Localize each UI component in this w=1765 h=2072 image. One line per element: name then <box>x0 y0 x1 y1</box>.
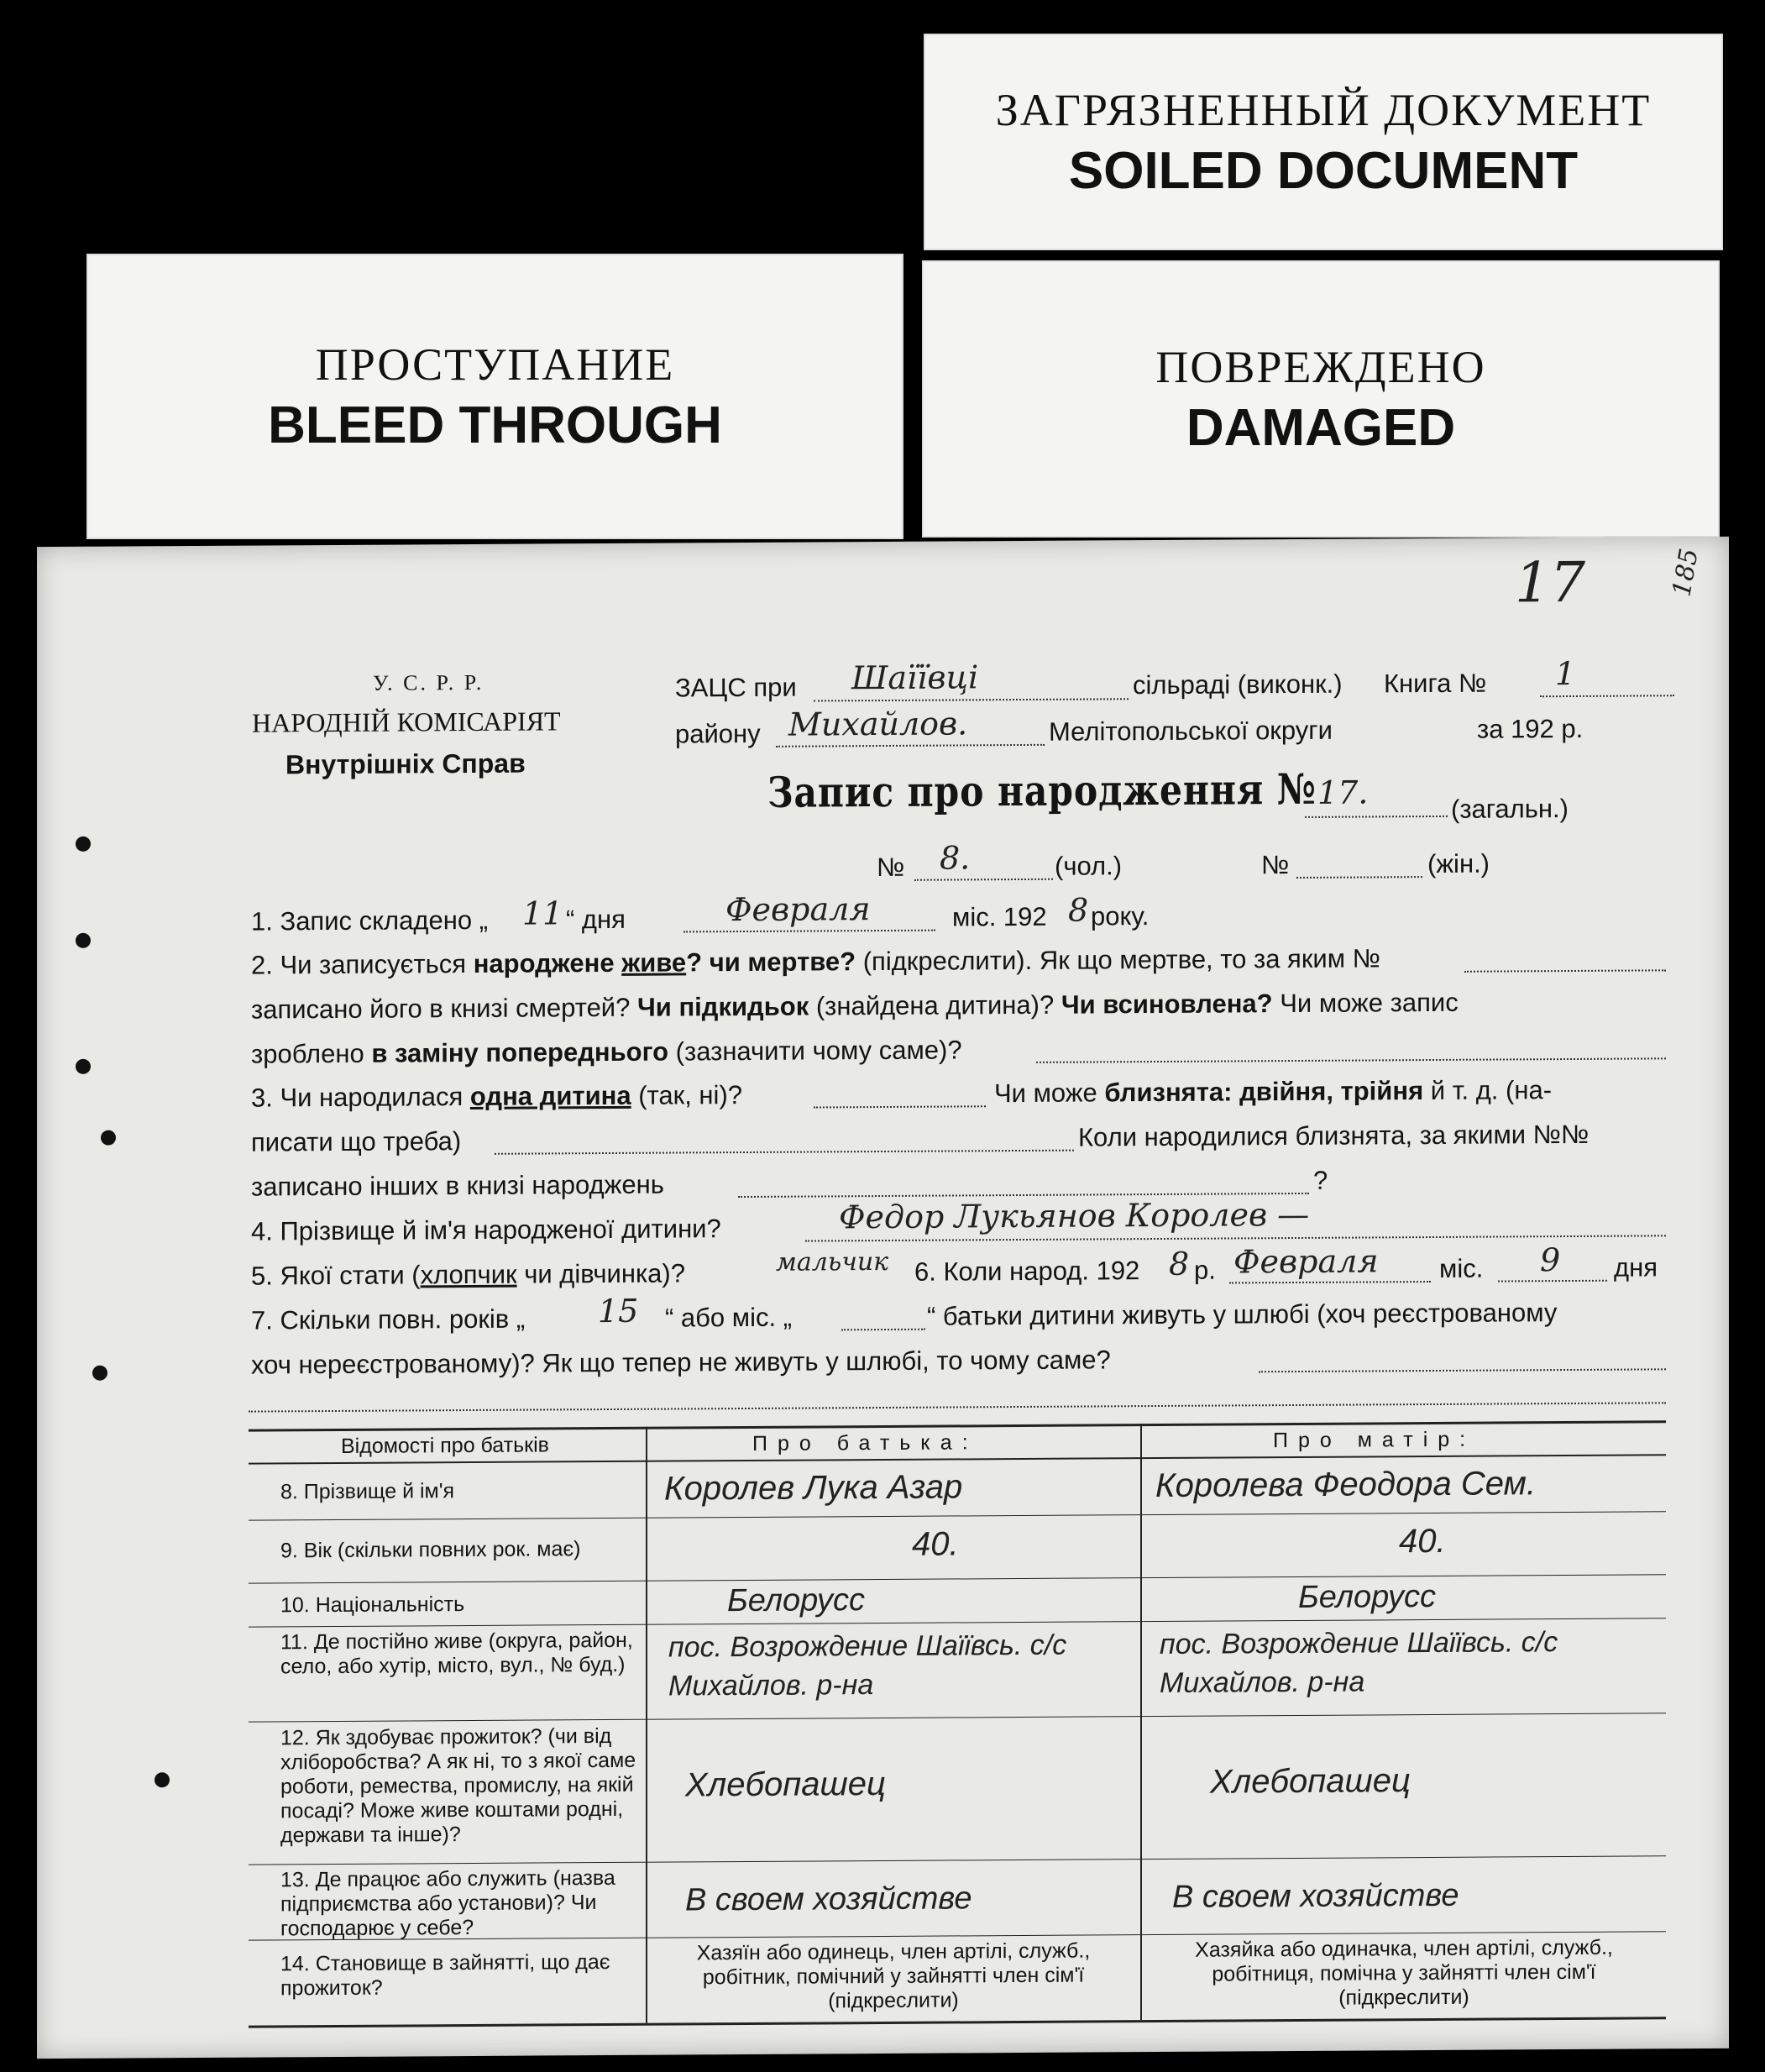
soiled-card-en: SOILED DOCUMENT <box>1068 141 1579 200</box>
item3-line3: записано інших в книзі народжень <box>251 1169 664 1202</box>
record-total-number: 17. <box>1317 774 1369 811</box>
father-nationality: Белорусс <box>727 1582 866 1619</box>
header-mother: Про матір: <box>1273 1427 1476 1453</box>
item2-born: народжене <box>473 947 615 978</box>
birth-day: 9 <box>1540 1241 1561 1279</box>
item2-line3-a: зроблено <box>251 1038 364 1069</box>
parents-table <box>249 1402 1666 2013</box>
binding-hole <box>101 1130 116 1146</box>
item3-line2-b: Коли народилися близнята, за якими №№ <box>1078 1119 1590 1152</box>
row-label-age: 9. Вік (скільки повних рок. має) <box>280 1537 581 1563</box>
item3-twins: близнята: двійня, трійня <box>1104 1076 1424 1108</box>
zags-label: ЗАЦС при <box>675 672 797 703</box>
header-parents-info: Відомості про батьків <box>341 1433 549 1458</box>
book-number: 1 <box>1555 654 1576 693</box>
male-number-prefix: № <box>877 852 905 883</box>
bleed-card-en: BLEED THROUGH <box>268 396 722 454</box>
row-label-employment: 14. Становище в зайнятті, що дає прожиток? <box>280 1949 610 2001</box>
item1-year-label: міс. 192 <box>952 901 1047 932</box>
item3-label: 3. Чи народилася <box>251 1082 464 1113</box>
page-number: 185 <box>1667 546 1705 599</box>
female-number-label: (жін.) <box>1427 848 1490 879</box>
damaged-card-ru: ПОВРЕЖДЕНО <box>1155 341 1486 392</box>
item3-yes-no: (так, ні)? <box>638 1080 743 1110</box>
item2-alive: живе <box>621 947 687 978</box>
row-label-workplace: 13. Де працює або служить (назва підприємства або установи)? Чи господарює у себе? <box>280 1865 615 1941</box>
bleed-through-card <box>86 254 903 539</box>
father-age: 40. <box>912 1525 959 1563</box>
binding-hole <box>76 837 91 852</box>
item2-line3-c: (зазначити чому саме)? <box>675 1035 962 1067</box>
item3-or: Чи може <box>994 1078 1097 1109</box>
item2-line2-e: Чи може запис <box>1280 987 1459 1019</box>
male-number-label: (чол.) <box>1055 851 1123 881</box>
header-commissariat: НАРОДНІЙ КОМІСАРІЯТ <box>252 706 561 738</box>
damaged-card <box>922 260 1720 538</box>
item1-year: 8 <box>1068 891 1089 929</box>
binding-hole <box>155 1772 170 1787</box>
mother-nationality: Белорусс <box>1298 1578 1437 1615</box>
binding-hole <box>76 933 91 948</box>
binding-hole <box>92 1366 107 1381</box>
item7-note: “ батьки дитини живуть у шлюбі (хоч реєстрованому <box>927 1298 1558 1331</box>
item3-line2-a: писати що треба) <box>251 1126 462 1157</box>
father-livelihood: Хлебопашец <box>685 1765 886 1804</box>
mother-residence: пос. Возрождение Шаїївсь. с/с Михайлов. р-на <box>1160 1626 1558 1699</box>
row-label-livelihood: 12. Як здобуває прожиток? (чи від хліборобства? А як ні, то з якої саме роботи, ремества, промислу, на якій посаді? Може живе коштами родні, держави та інше)? <box>280 1723 636 1848</box>
item3-line3-q: ? <box>1313 1165 1328 1195</box>
mother-workplace: В своем хозяйстве <box>1172 1877 1459 1915</box>
item3-etc: й т. д. (на- <box>1430 1075 1553 1106</box>
father-name: Королев Лука Азар <box>664 1468 963 1508</box>
item2-note: (підкреслити). Як що мертве, то за яким № <box>862 943 1380 977</box>
item7-label: 7. Скільки повн. років „ <box>251 1304 526 1335</box>
item1-day-label: “ дня <box>566 904 626 935</box>
item2-label: 2. Чи записується <box>251 949 467 980</box>
father-workplace: В своем хозяйстве <box>685 1881 972 1918</box>
item2-replacement: в заміну попереднього <box>371 1036 669 1068</box>
item4-label: 4. Прізвище й ім'я народженої дитини? <box>251 1214 721 1246</box>
soiled-document-card <box>924 34 1723 250</box>
item2-dead: ? чи мертве? <box>686 947 856 978</box>
item6-year-suffix: р. <box>1194 1255 1216 1285</box>
soiled-card-ru: ЗАГРЯЗНЕННЫЙ ДОКУМЕНТ <box>995 84 1652 135</box>
child-name: Федор Лукьянов Королев — <box>839 1195 1310 1236</box>
corner-number: 17 <box>1515 549 1585 616</box>
item6-day-label: дня <box>1614 1252 1658 1283</box>
mother-employment: Хазяйка або одиначка, член артілі, служб., робітниця, помічна у зайнятті член сім'ї (підкреслити) <box>1195 1935 1613 2010</box>
okrug-label: Мелітопольської округи <box>1049 715 1333 747</box>
district-value: Михайлов. <box>788 705 968 743</box>
item6-month-label: міс. <box>1439 1253 1484 1283</box>
book-label: Книга № <box>1384 668 1487 699</box>
row-label-nationality: 10. Національність <box>280 1592 465 1618</box>
item2-line2-a: записано його в книзі смертей? <box>251 992 631 1025</box>
father-employment: Хазяїн або одинець, член артілі, служб., робітник, помічний у зайнятті член сім'ї (підкреслити) <box>696 1938 1091 2013</box>
item7-line2: хоч нереєстрованому)? Як що тепер не живуть у шлюбі, то чому саме? <box>251 1345 1111 1380</box>
row-label-residence: 11. Де постійно живе (округа, район, село, або хутір, місто, вул., № буд.) <box>280 1628 633 1679</box>
item2-line2-c: (знайдена дитина)? <box>815 989 1055 1021</box>
header-internal-affairs: Внутрішніх Справ <box>285 747 526 780</box>
female-number-prefix: № <box>1261 850 1290 880</box>
item6-label: 6. Коли народ. 192 <box>914 1256 1140 1287</box>
header-ussr: У. С. Р. Р. <box>373 669 484 695</box>
item5-label: 5. Якої стати ( <box>251 1260 421 1291</box>
item5-girl: чи дівчинка)? <box>524 1258 685 1289</box>
item3-single: одна дитина <box>469 1080 631 1112</box>
birth-month: Февраля <box>1233 1242 1379 1281</box>
birth-year: 8 <box>1169 1245 1190 1283</box>
item1-label: 1. Запис складено „ <box>251 905 489 936</box>
mother-name: Королева Феодора Сем. <box>1155 1465 1537 1505</box>
child-sex: мальчик <box>776 1246 889 1277</box>
birth-record-sheet <box>37 537 1729 2059</box>
item2-adopted: Чи всиновлена? <box>1061 989 1273 1020</box>
village-council-label: сільраді (виконк.) <box>1133 669 1343 700</box>
header-father: Про батька: <box>752 1430 978 1456</box>
item2-foundling: Чи підкидьок <box>637 991 809 1022</box>
mother-age: 40. <box>1399 1522 1446 1561</box>
district-label: району <box>675 718 761 749</box>
marriage-years: 15 <box>598 1292 639 1330</box>
record-total-label: (загальн.) <box>1451 794 1569 824</box>
father-residence: пос. Возрождение Шаїївсь. с/с Михайлов. р-на <box>668 1629 1067 1702</box>
male-number-value: 8. <box>940 839 971 877</box>
item1-year-suffix: року. <box>1091 901 1150 931</box>
item7-months-label: “ або міс. „ <box>665 1302 793 1333</box>
record-title: Запис про народження № <box>767 763 1317 817</box>
year-label: за 192 р. <box>1477 713 1584 744</box>
mother-livelihood: Хлебопашец <box>1210 1762 1411 1801</box>
item1-month: Февраля <box>725 890 871 929</box>
damaged-card-en: DAMAGED <box>1186 398 1456 457</box>
item5-boy: хлопчик <box>420 1259 517 1290</box>
row-label-name: 8. Прізвище й ім'я <box>280 1479 455 1504</box>
binding-hole <box>76 1059 91 1074</box>
bleed-card-ru: ПРОСТУПАНИЕ <box>315 338 675 390</box>
item1-day: 11 <box>522 894 563 932</box>
village-council-value: Шаїївці <box>851 658 979 697</box>
